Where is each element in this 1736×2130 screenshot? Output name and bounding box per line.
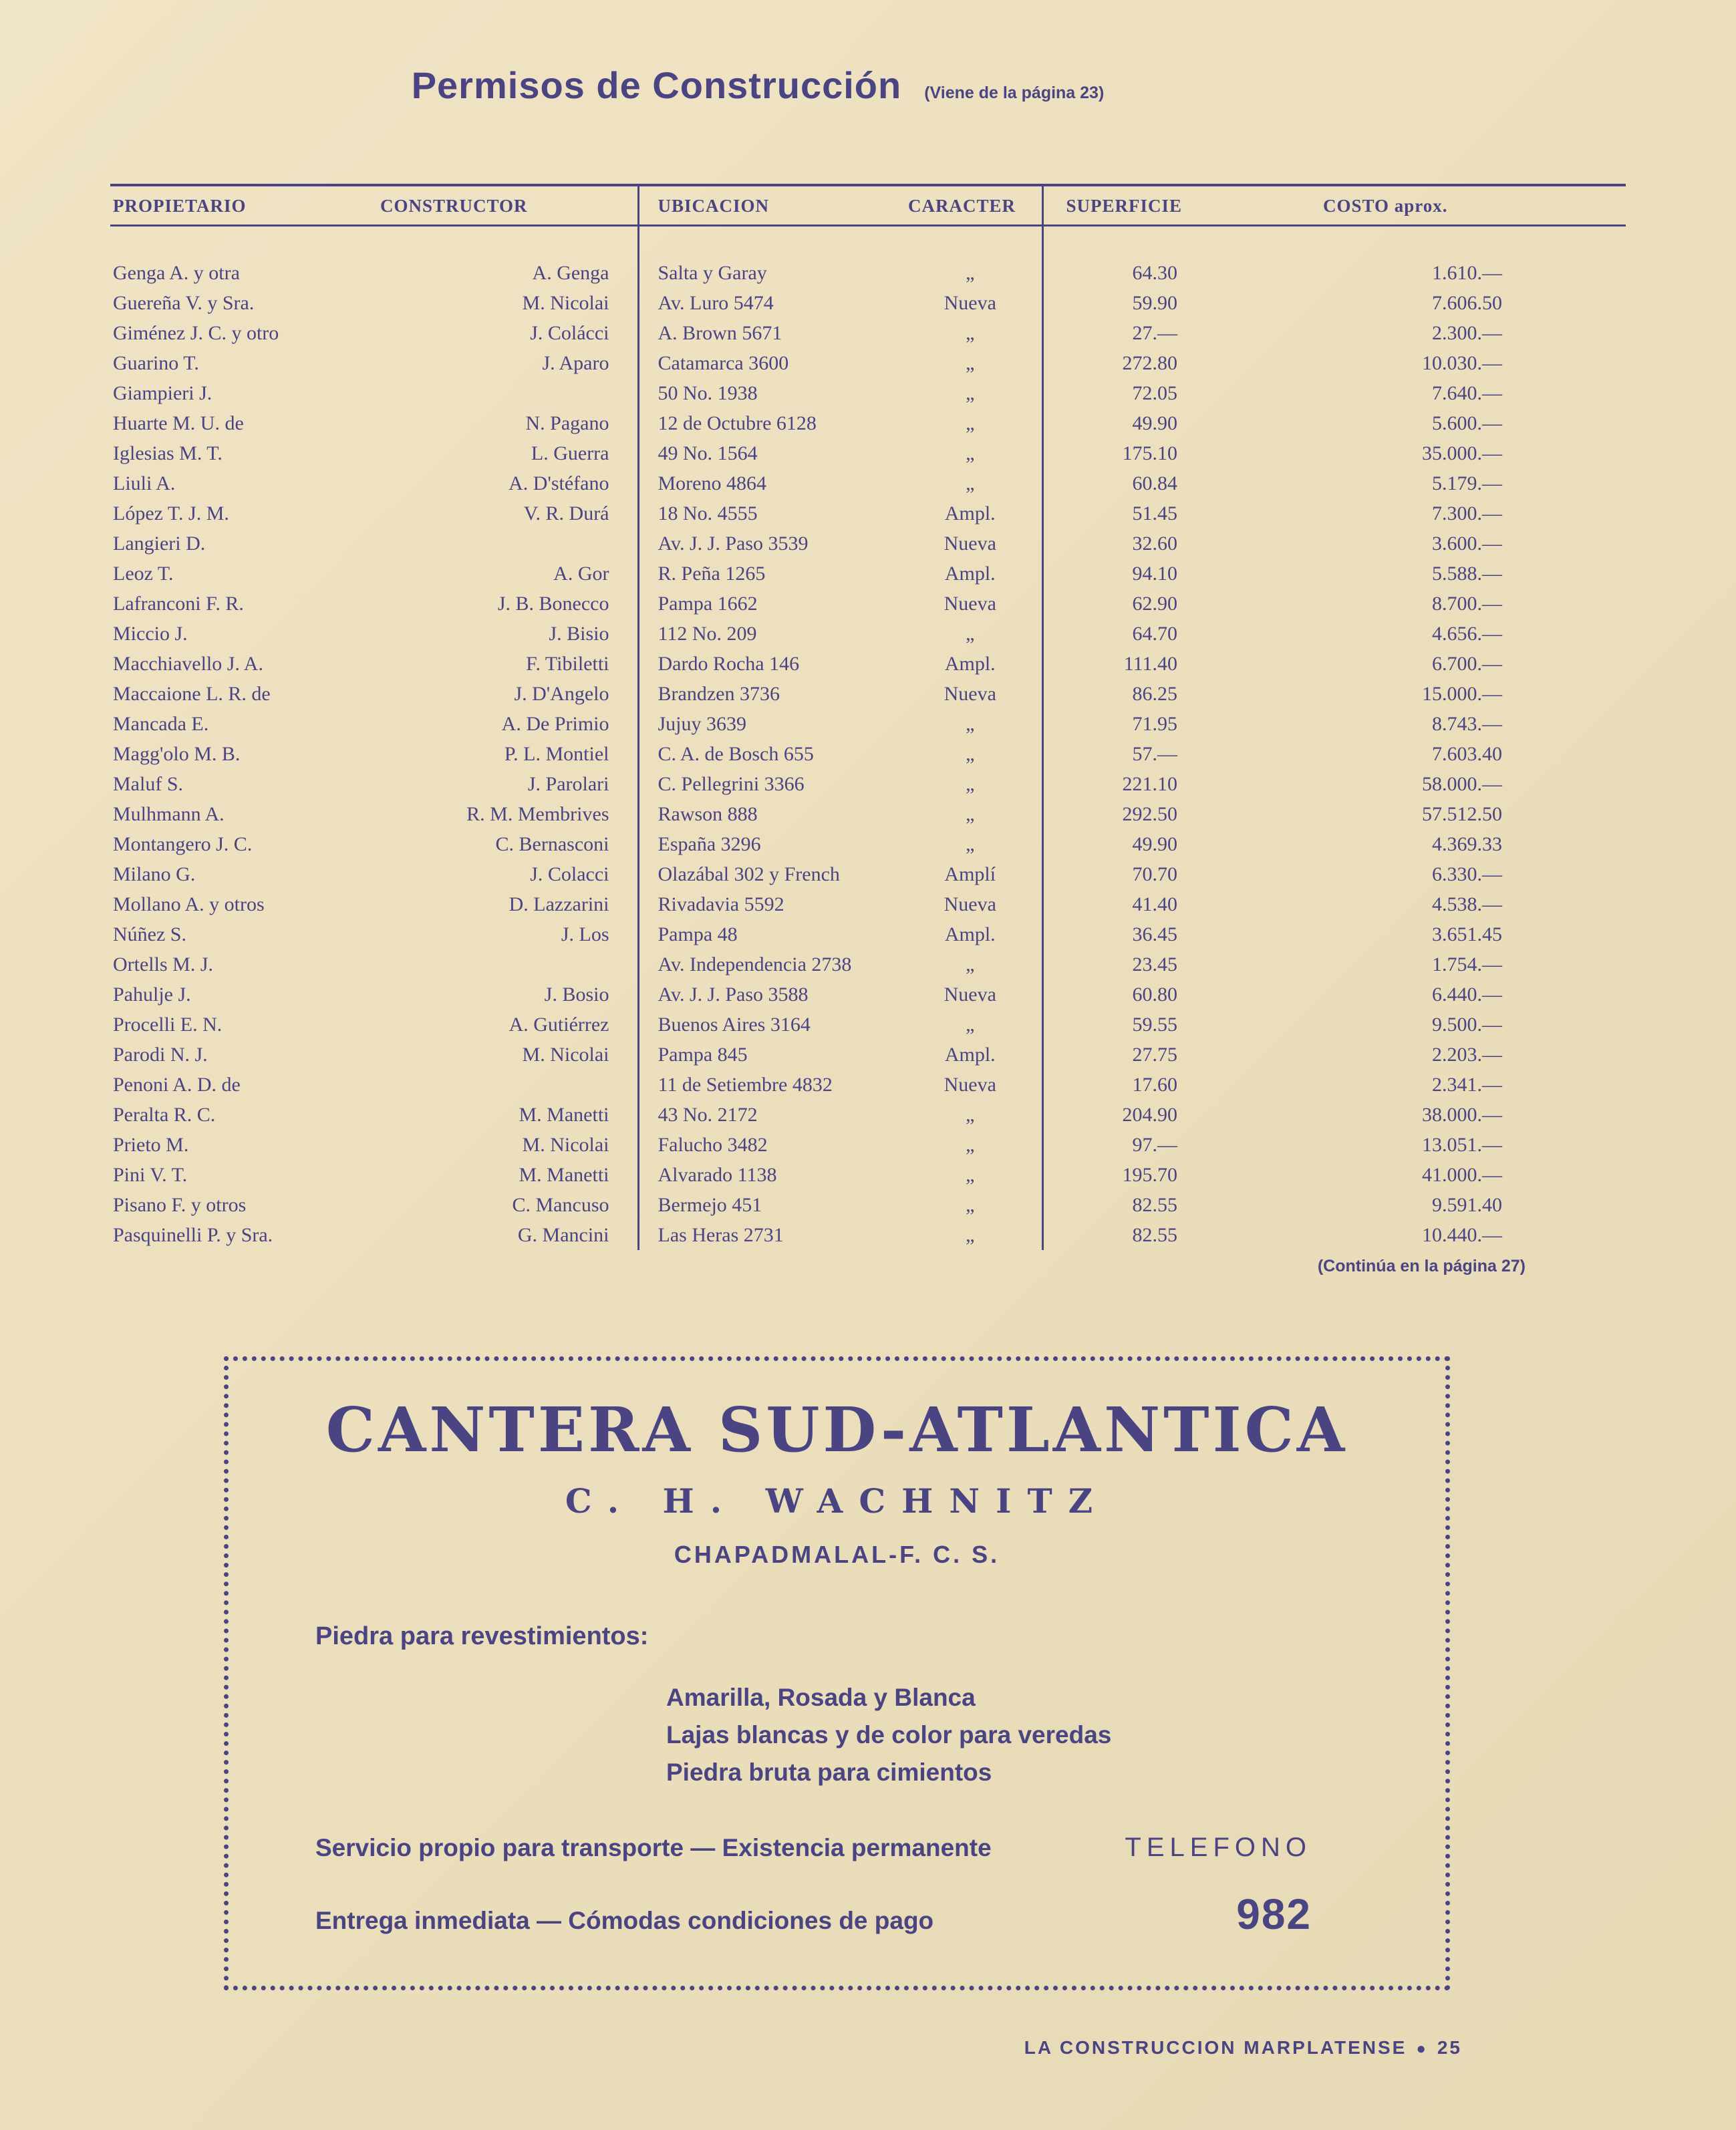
table-cell: 7.606.50 [1432,292,1502,314]
table-cell: Falucho 3482 [638,1130,899,1160]
table-cell: Ampl. [944,923,996,945]
ad-delivery-text: Entrega inmediata — Cómodas condiciones de pago [315,1906,934,1934]
table-cell: 36.45 [1042,919,1209,949]
table-cell: 3.600.— [1432,532,1502,555]
table-row [110,498,1626,528]
table-cell: 32.60 [1042,528,1209,559]
table-cell: 4.369.33 [1432,833,1502,855]
publication-name: LA CONSTRUCCION MARPLATENSE [1024,2036,1407,2058]
table-cell: 292.50 [1042,799,1209,829]
table-row [110,1220,1626,1250]
table-cell: Nueva [944,683,996,705]
permits-table [110,184,1626,1250]
table-cell: 221.10 [1042,769,1209,799]
table-row [110,679,1626,709]
table-row [110,348,1626,378]
table-cell: 86.25 [1042,679,1209,709]
table-cell: 6.700.— [1432,653,1502,675]
table-cell: Guereña V. y Sra. [113,292,255,314]
table-cell: J. Colacci [530,863,609,885]
table-cell: Guarino T. [113,352,199,374]
table-cell: M. Nicolai [522,292,609,314]
table-cell: 10.030.— [1422,352,1502,374]
table-cell: 64.30 [1042,226,1209,289]
table-cell: Nueva [944,1074,996,1096]
table-cell: J. B. Bonecco [497,593,609,615]
table-cell: „ [966,262,975,284]
table-cell: 27.— [1042,318,1209,348]
table-cell: 2.300.— [1432,322,1502,344]
table-cell: 50 No. 1938 [638,378,899,408]
table-cell: Nueva [944,532,996,555]
table-cell: Olazábal 302 y French [638,859,899,889]
table-cell: 4.656.— [1432,623,1502,645]
table-cell: „ [966,1104,975,1126]
table-cell: 195.70 [1042,1160,1209,1190]
table-row [110,619,1626,649]
table-cell: 6.440.— [1432,983,1502,1006]
ad-location: CHAPADMALAL-F. C. S. [674,1540,1000,1568]
table-cell: 58.000.— [1422,773,1502,795]
table-cell: Av. Luro 5474 [638,288,899,318]
table-cell: J. Bisio [549,623,609,645]
table-cell: „ [966,472,975,494]
table-cell: 57.— [1042,739,1209,769]
ad-company-name: CANTERA SUD-ATLANTICA [325,1394,1348,1466]
table-row [110,226,1626,289]
table-cell: Montangero J. C. [113,833,253,855]
table-cell: „ [966,322,975,344]
column-header-caracter: CARACTER [908,196,1016,216]
table-cell: Magg'olo M. B. [113,743,241,765]
table-cell: 82.55 [1042,1220,1209,1250]
table-cell: Giménez J. C. y otro [113,322,279,344]
table-row [110,1070,1626,1100]
table-cell: Procelli E. N. [113,1014,223,1036]
table-cell: 7.300.— [1432,502,1502,524]
table-cell: Mulhmann A. [113,803,225,825]
table-cell: 8.700.— [1432,593,1502,615]
table-cell: A. Gutiérrez [509,1014,609,1036]
table-cell: 57.512.50 [1422,803,1502,825]
table-cell: 7.603.40 [1432,743,1502,765]
table-cell: 82.55 [1042,1190,1209,1220]
table-row [110,559,1626,589]
page-number: 25 [1437,2036,1462,2058]
table-cell: J. D'Angelo [514,683,609,705]
table-row [110,799,1626,829]
table-cell: 97.— [1042,1130,1209,1160]
table-cell: Langieri D. [113,532,206,555]
table-cell: Jujuy 3639 [638,709,899,739]
permits-table-head [110,185,1626,226]
table-cell: 23.45 [1042,949,1209,979]
page-footer [110,2037,1626,2059]
table-cell: Parodi N. J. [113,1044,208,1066]
table-cell: M. Nicolai [522,1134,609,1156]
table-cell: 70.70 [1042,859,1209,889]
table-row [110,288,1626,318]
table-cell: 1.754.— [1432,953,1502,975]
table-cell: 5.600.— [1432,412,1502,434]
page-title: Permisos de Construcción [411,64,902,106]
ad-owner-name: C. H. WACHNITZ [565,1481,1109,1521]
table-cell: Liuli A. [113,472,176,494]
column-header-ubicacion: UBICACION [638,185,899,226]
table-cell: C. Mancuso [512,1194,609,1216]
table-cell: Rawson 888 [638,799,899,829]
table-cell: 3.651.45 [1432,923,1502,945]
table-cell: Pahulje J. [113,983,191,1006]
table-cell: Pampa 48 [638,919,899,949]
table-cell: „ [966,833,975,855]
table-row [110,1040,1626,1070]
table-cell: „ [966,953,975,975]
table-cell: 18 No. 4555 [638,498,899,528]
table-cell: L. Guerra [531,442,609,464]
table-cell: Nueva [944,893,996,915]
table-cell: 43 No. 2172 [638,1100,899,1130]
table-cell: Iglesias M. T. [113,442,223,464]
table-cell: Genga A. y otra [113,262,240,284]
table-cell: Av. J. J. Paso 3588 [638,979,899,1010]
page-header [110,63,1405,107]
table-row [110,1160,1626,1190]
table-cell: Av. J. J. Paso 3539 [638,528,899,559]
table-cell: „ [966,442,975,464]
table-cell: Pisano F. y otros [113,1194,247,1216]
table-row [110,769,1626,799]
table-cell: Ampl. [944,1044,996,1066]
table-row [110,889,1626,919]
table-cell: M. Manetti [519,1104,609,1126]
table-cell: 62.90 [1042,589,1209,619]
table-cell: Ampl. [944,563,996,585]
table-cell: Lafranconi F. R. [113,593,244,615]
table-cell: „ [966,743,975,765]
table-cell: Catamarca 3600 [638,348,899,378]
table-cell: Pasquinelli P. y Sra. [113,1224,273,1246]
table-cell: Moreno 4864 [638,468,899,498]
table-cell: Rivadavia 5592 [638,889,899,919]
table-cell: 4.538.— [1432,893,1502,915]
table-cell: 71.95 [1042,709,1209,739]
table-cell: Miccio J. [113,623,188,645]
table-cell: Pini V. T. [113,1164,188,1186]
table-cell: A. Genga [532,262,609,284]
table-cell: Alvarado 1138 [638,1160,899,1190]
table-cell: N. Pagano [525,412,609,434]
ad-products-list [666,1679,1399,1791]
table-cell: „ [966,1164,975,1186]
ad-phone-number: 982 [1236,1889,1312,1938]
table-row [110,378,1626,408]
footer-bullet: ● [1416,2039,1428,2058]
table-cell: Leoz T. [113,563,174,585]
table-cell: C. A. de Bosch 655 [638,739,899,769]
table-cell: Milano G. [113,863,196,885]
table-cell: A. D'stéfano [509,472,609,494]
table-cell: P. L. Montiel [504,743,609,765]
table-cell: 5.179.— [1432,472,1502,494]
table-cell: Núñez S. [113,923,186,945]
table-cell: „ [966,623,975,645]
table-header-row [110,185,1626,226]
table-cell [378,949,638,979]
table-cell [378,528,638,559]
table-cell: 10.440.— [1422,1224,1502,1246]
table-cell: 11 de Setiembre 4832 [638,1070,899,1100]
table-row [110,709,1626,739]
table-cell: 204.90 [1042,1100,1209,1130]
advertisement-box [224,1356,1450,1990]
table-cell: R. M. Membrives [466,803,609,825]
table-row [110,408,1626,438]
table-cell: Maluf S. [113,773,183,795]
table-cell [378,1070,638,1100]
table-cell: „ [966,1134,975,1156]
table-cell: Pampa 845 [638,1040,899,1070]
table-cell: 17.60 [1042,1070,1209,1100]
table-row [110,979,1626,1010]
table-cell: Nueva [944,983,996,1006]
table-cell: A. Gor [553,563,609,585]
table-cell: J. Colácci [530,322,609,344]
table-cell: 111.40 [1042,649,1209,679]
table-cell: 1.610.— [1432,262,1502,284]
table-cell: „ [966,803,975,825]
table-cell: „ [966,1224,975,1246]
table-cell: 38.000.— [1422,1104,1502,1126]
table-cell: „ [966,382,975,404]
table-cell: Ampl. [944,653,996,675]
table-cell: Pampa 1662 [638,589,899,619]
table-cell: Buenos Aires 3164 [638,1010,899,1040]
table-row [110,318,1626,348]
table-cell: V. R. Durá [523,502,609,524]
table-cell: Huarte M. U. de [113,412,244,434]
table-cell: Penoni A. D. de [113,1074,241,1096]
table-cell: 13.051.— [1422,1134,1502,1156]
table-cell: 49 No. 1564 [638,438,899,468]
table-cell: F. Tibiletti [526,653,609,675]
table-cell: Salta y Garay [638,226,899,289]
table-cell: J. Aparo [542,352,609,374]
table-row [110,649,1626,679]
table-cell: Amplí [944,863,996,885]
table-cell: „ [966,412,975,434]
ad-service-text: Servicio propio para transporte — Existencia permanente [315,1833,992,1861]
table-cell: 35.000.— [1422,442,1502,464]
table-cell: A. Brown 5671 [638,318,899,348]
table-cell: 64.70 [1042,619,1209,649]
table-row [110,829,1626,859]
table-cell: Bermejo 451 [638,1190,899,1220]
column-header-costo: COSTO aprox. [1323,196,1448,216]
column-header-propietario: PROPIETARIO [113,196,247,216]
table-row [110,468,1626,498]
table-cell: A. De Primio [501,713,609,735]
table-cell: D. Lazzarini [509,893,609,915]
table-cell: J. Los [561,923,609,945]
table-cell: Maccaione L. R. de [113,683,271,705]
table-cell: España 3296 [638,829,899,859]
table-cell: „ [966,1014,975,1036]
ad-products-heading: Piedra para revestimientos: [315,1622,649,1650]
table-row [110,949,1626,979]
ad-product-item: Lajas blancas y de color para veredas [666,1720,1112,1748]
table-cell: „ [966,713,975,735]
table-cell: Brandzen 3736 [638,679,899,709]
permits-table-body [110,226,1626,1251]
table-row [110,589,1626,619]
table-cell: 59.55 [1042,1010,1209,1040]
table-cell: 41.40 [1042,889,1209,919]
table-row [110,438,1626,468]
table-cell: Ampl. [944,502,996,524]
table-cell: Av. Independencia 2738 [638,949,899,979]
table-row [110,1190,1626,1220]
table-row [110,859,1626,889]
ad-product-item: Amarilla, Rosada y Blanca [666,1683,976,1711]
table-cell: 94.10 [1042,559,1209,589]
table-cell: Dardo Rocha 146 [638,649,899,679]
table-cell: 175.10 [1042,438,1209,468]
table-cell: Peralta R. C. [113,1104,216,1126]
column-header-constructor: CONSTRUCTOR [380,196,528,216]
table-cell: Ortells M. J. [113,953,213,975]
table-cell: Mollano A. y otros [113,893,265,915]
table-cell: 2.203.— [1432,1044,1502,1066]
table-cell: López T. J. M. [113,502,229,524]
table-row [110,1010,1626,1040]
table-cell: 49.90 [1042,408,1209,438]
table-cell: M. Manetti [519,1164,609,1186]
table-row [110,919,1626,949]
table-cell: 60.80 [1042,979,1209,1010]
table-cell: G. Mancini [517,1224,609,1246]
table-row [110,1100,1626,1130]
ad-delivery-row [315,1889,1399,1939]
column-header-superficie: SUPERFICIE [1042,185,1209,226]
table-cell: 41.000.— [1422,1164,1502,1186]
table-cell: „ [966,1194,975,1216]
table-cell: R. Peña 1265 [638,559,899,589]
table-cell: M. Nicolai [522,1044,609,1066]
ad-phone-label: TELEFONO [1125,1832,1312,1862]
table-cell: C. Pellegrini 3366 [638,769,899,799]
table-cell: Mancada E. [113,713,209,735]
table-cell: Nueva [944,292,996,314]
table-cell: 272.80 [1042,348,1209,378]
table-cell: Nueva [944,593,996,615]
table-row [110,528,1626,559]
ad-service-row [315,1833,1399,1863]
table-cell: 60.84 [1042,468,1209,498]
table-cell: Giampieri J. [113,382,212,404]
table-cell: Prieto M. [113,1134,189,1156]
table-cell: 72.05 [1042,378,1209,408]
table-cell: „ [966,352,975,374]
table-cell: 27.75 [1042,1040,1209,1070]
table-cell: 59.90 [1042,288,1209,318]
table-cell: 12 de Octubre 6128 [638,408,899,438]
table-cell: 49.90 [1042,829,1209,859]
table-cell: 9.591.40 [1432,1194,1502,1216]
continued-from-note: (Viene de la página 23) [924,84,1105,102]
table-cell: Macchiavello J. A. [113,653,263,675]
table-row [110,1130,1626,1160]
table-cell: 112 No. 209 [638,619,899,649]
table-cell: 2.341.— [1432,1074,1502,1096]
ad-product-item: Piedra bruta para cimientos [666,1758,992,1786]
table-cell: J. Parolari [527,773,609,795]
continuation-note: (Continúa en la página 27) [1317,1257,1526,1275]
table-cell: „ [966,773,975,795]
table-cell: 8.743.— [1432,713,1502,735]
table-cell: J. Bosio [544,983,609,1006]
table-cell: 9.500.— [1432,1014,1502,1036]
table-cell: 7.640.— [1432,382,1502,404]
table-row [110,739,1626,769]
table-cell: Las Heras 2731 [638,1220,899,1250]
table-cell: 5.588.— [1432,563,1502,585]
table-cell: C. Bernasconi [495,833,609,855]
table-cell [378,378,638,408]
table-cell: 6.330.— [1432,863,1502,885]
table-cell: 15.000.— [1422,683,1502,705]
table-cell: 51.45 [1042,498,1209,528]
